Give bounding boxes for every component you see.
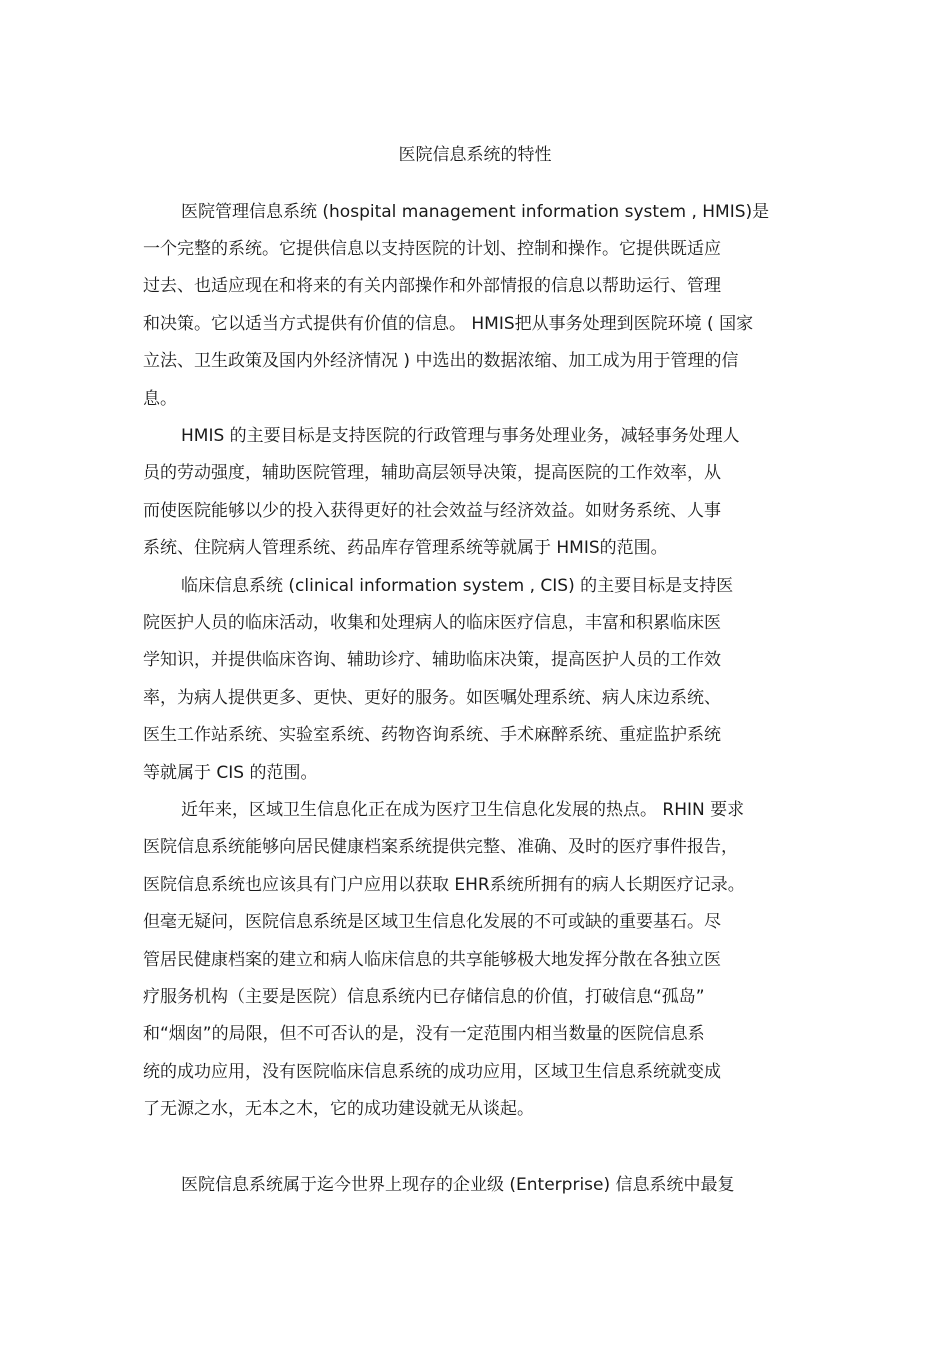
paragraph-line: 过去、也适应现在和将来的有关内部操作和外部情报的信息以帮助运行、管理	[143, 276, 721, 296]
paragraph-line: 医院信息系统属于迄今世界上现存的企业级 (Enterprise) 信息系统中最复	[181, 1175, 735, 1195]
paragraph-line: 临床信息系统 (clinical information system , CIS) 的主要目标是支持医	[181, 576, 734, 596]
paragraph-line: 管居民健康档案的建立和病人临床信息的共享能够极大地发挥分散在各独立医	[143, 950, 721, 970]
paragraph-line: 统的成功应用，没有医院临床信息系统的成功应用，区域卫生信息系统就变成	[143, 1062, 721, 1082]
paragraph-line: 医院信息系统也应该具有门户应用以获取 EHR系统所拥有的病人长期医疗记录。	[143, 875, 745, 895]
paragraph-line: 而使医院能够以少的投入获得更好的社会效益与经济效益。如财务系统、人事	[143, 501, 721, 521]
paragraph-line: 了无源之水，无本之木，它的成功建设就无从谈起。	[143, 1099, 534, 1119]
paragraph-line: 息。	[143, 389, 177, 409]
paragraph-line: 立法、卫生政策及国内外经济情况 ) 中选出的数据浓缩、加工成为用于管理的信	[143, 351, 739, 371]
paragraph-line: 医院信息系统能够向居民健康档案系统提供完整、准确、及时的医疗事件报告，	[143, 837, 738, 857]
paragraph-line: 和决策。它以适当方式提供有价值的信息。 HMIS把从事务处理到医院环境 ( 国家	[143, 314, 754, 334]
paragraph-line: 但毫无疑问，医院信息系统是区域卫生信息化发展的不可或缺的重要基石。尽	[143, 912, 721, 932]
paragraph-line: 学知识，并提供临床咨询、辅助诊疗、辅助临床决策，提高医护人员的工作效	[143, 650, 721, 670]
paragraph-line: 近年来，区域卫生信息化正在成为医疗卫生信息化发展的热点。 RHIN 要求	[181, 800, 745, 820]
paragraph-line: 等就属于 CIS 的范围。	[143, 763, 318, 783]
paragraph-line: 一个完整的系统。它提供信息以支持医院的计划、控制和操作。它提供既适应	[143, 239, 721, 259]
paragraph-line: 院医护人员的临床活动，收集和处理病人的临床医疗信息，丰富和积累临床医	[143, 613, 721, 633]
document-title: 医院信息系统的特性	[398, 145, 552, 165]
paragraph-line: 医生工作站系统、实验室系统、药物咨询系统、手术麻醉系统、重症监护系统	[143, 725, 721, 745]
paragraph-line: 医院管理信息系统 (hospital management information system , HMIS)是	[181, 202, 770, 222]
paragraph-line: HMIS 的主要目标是支持医院的行政管理与事务处理业务，减轻事务处理人	[181, 426, 740, 446]
paragraph-line: 员的劳动强度，辅助医院管理，辅助高层领导决策，提高医院的工作效率，从	[143, 463, 721, 483]
paragraph-line: 疗服务机构（主要是医院）信息系统内已存储信息的价值，打破信息“孤岛”	[143, 987, 705, 1007]
paragraph-line: 率，为病人提供更多、更快、更好的服务。如医嘱处理系统、病人床边系统、	[143, 688, 721, 708]
paragraph-line: 和“烟囱”的局限，但不可否认的是，没有一定范围内相当数量的医院信息系	[143, 1024, 705, 1044]
paragraph-line: 系统、住院病人管理系统、药品库存管理系统等就属于 HMIS的范围。	[143, 538, 668, 558]
